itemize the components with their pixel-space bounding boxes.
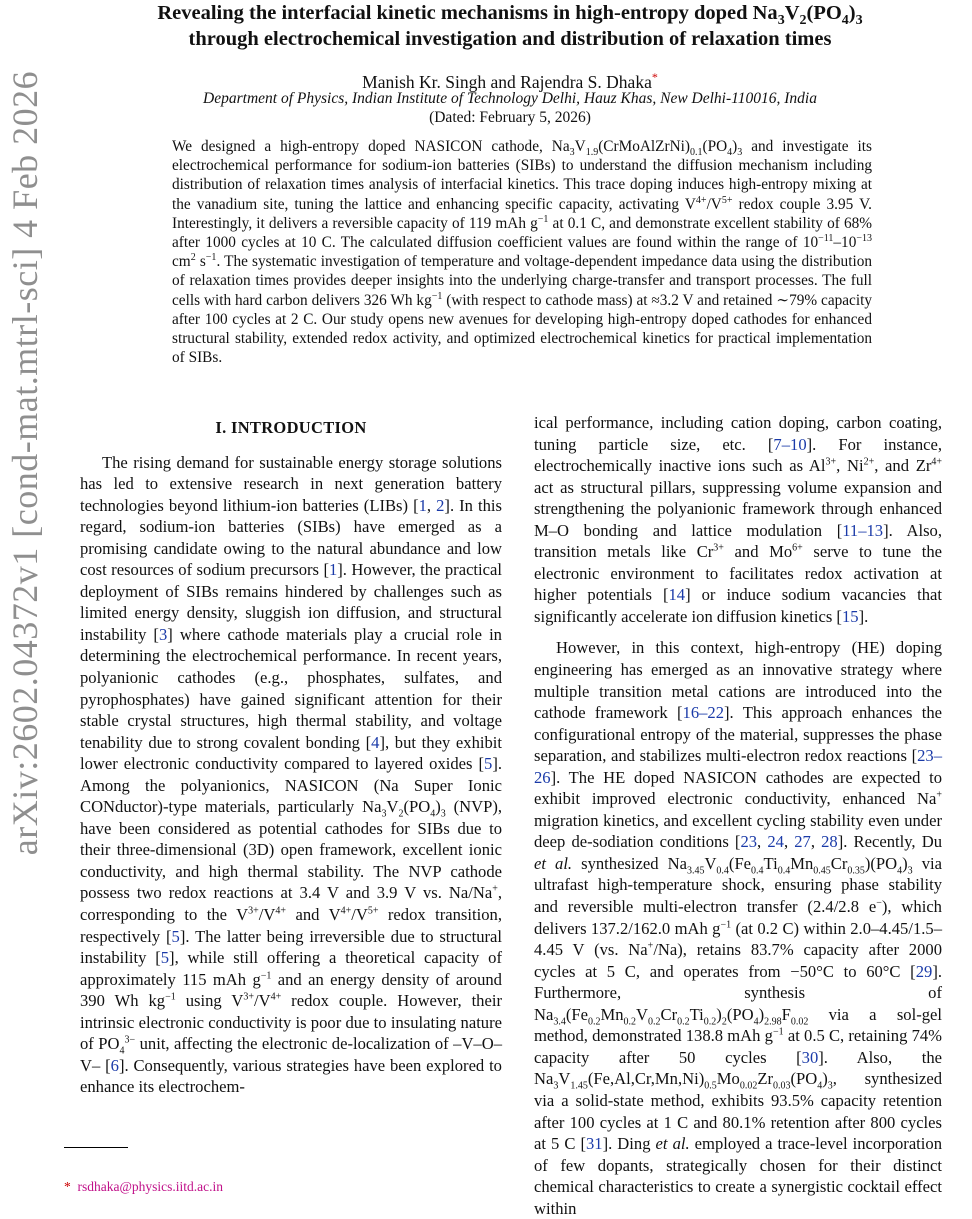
- author-email-link[interactable]: rsdhaka@physics.iitd.ac.in: [77, 1179, 224, 1194]
- footnote-rule: [64, 1147, 128, 1148]
- date-line: (Dated: February 5, 2026): [429, 109, 591, 126]
- right-column: [534, 412, 942, 1219]
- arxiv-identifier: [2, 70, 48, 856]
- section-heading-introduction: I. INTRODUCTION: [215, 418, 367, 437]
- arxiv-identifier-text: arXiv:2602.04372v1 [cond-mat.mtrl-sci] 4 Feb 2026: [5, 70, 45, 856]
- intro-paragraph-1: The rising demand for sustainable energy storage solutions has led to extensive research in next generation battery technologies beyond lithium-ion batteries (LIBs) [1, 2]. In this regard, sodium-ion batteries (SIBs) have emerged as a promising candidate owing to the natural abundance and low cost resources of sodium precursors [1]. However, the practical deployment of SIBs remains hindered by challenges such as limited energy density, sluggish ion diffusion, and structural instability [3] where cathode materials play a crucial role in determining the electrochemical performance. In recent years, polyanionic cathodes (e.g., phosphates, sulfates, and pyrophosphates) have gained significant attention for their stable crystal structures, high thermal stability, and voltage tenability due to strong covalent bonding [4], but they exhibit lower electronic conductivity compared to layered oxides [5]. Among the polyanionics, NASICON (Na Super Ionic CONductor)-type materials, particularly $Na_3V_2(PO_4)_3$ (NVP), have been considered as potential cathodes for SIBs due to their three-dimensional (3D) open framework, excellent ionic conductivity, and high thermal stability. The NVP cathode possess two redox reactions at 3.4 V and 3.9 V vs. Na/Na+, corresponding to the $V^{3+}/V^{4+}$ and $V^{4+}/V^{5+}$ redox transition, respectively [5]. The latter being irreversible due to structural instability [5], while still offering a theoretical capacity of approximately 115 mAh $g^{-1}$ and an energy density of around 390 Wh $kg^{-1}$ using $V^{3+}/V^{4+}$ redox couple. However, their intrinsic electronic conductivity is poor due to insulating nature of $PO_4^{3-}$ unit, affecting the electronic de-localization of –V–O–V– [6]. Consequently, various strategies have been explored to enhance its electrochem-: [80, 452, 503, 1097]
- intro-paragraph-3: However, in this context, high-entropy (HE) doping engineering has emerged as an innovative strategy where multiple transition metal cations are introduced into the cathode framework [16–22]. This approach enhances the configurational entropy of the material, suppresses the phase separation, and stabilizes multi-electron redox reactions [23–26]. The HE doped NASICON cathodes are expected to exhibit improved electronic conductivity, enhanced Na+ migration kinetics, and excellent cycling stability even under deep de-sodiation conditions [23, 24, 27, 28]. Recently, Du et al. synthesized $Na_{3.45}V_{0.4}(Fe_{0.4}Ti_{0.4}Mn_{0.45}Cr_{0.35})(PO_4)_3$ via ultrafast high-temperature shock, ensuring phase stability and reversible multi-electron transfer (2.4/2.8 e−), which delivers 137.2/162.0 mAh $g^{-1}$ (at 0.2 C) within 2.0–4.45/1.5–4.45 V (vs. Na+/Na), retains 83.7% capacity after 2000 cycles at 5 C, and operates from −50°C to 60°C [29]. Furthermore, synthesis of $Na_{3.4}(Fe_{0.2}Mn_{0.2}V_{0.2}Cr_{0.2}Ti_{0.2})_2(PO_4)_{2.98}F_{0.02}$ via a sol-gel method, demonstrated 138.8 mAh $g^{-1}$ at 0.5 C, retaining 74% capacity after 50 cycles [30]. Also, the $Na_3V_{1.45}(Fe,Al,Cr,Mn,Ni)_{0.5}Mo_{0.02}Zr_{0.03}(PO_4)_3$, synthesized via a solid-state method, exhibits 93.5% capacity retention after 100 cycles at 1 C and 80.1% retention after 800 cycles at 5 C [31]. Ding et al. employed a trace-level incorporation of few dopants, strategically chosen for their distinct chemical characteristics to create a synergistic cocktail effect within: [534, 638, 943, 1218]
- paper-title: Revealing the interfacial kinetic mechanisms in high-entropy doped $Na_3V_2(PO_4)_3$ through electrochemical investigation and distribution of relaxation times: [157, 2, 863, 50]
- abstract: We designed a high-entropy doped NASICON cathode, $Na_3V_{1.9}(CrMoAlZrNi)_{0.1}(PO_4)_3$ and investigate its electrochemical performance for sodium-ion batteries (SIBs) to understand the diffusion mechanism including distribution of relaxation times analysis of interfacial kinetics. This trace doping induces high-entropy mixing at the vanadium site, tuning the lattice and enhancing specific capacity, activating $V^{4+}/V^{5+}$ redox couple 3.95 V. Interestingly, it delivers a reversible capacity of 119 mAh $g^{-1}$ at 0.1 C, and demonstrate excellent stability of 68% after 1000 cycles at 10 C. The calculated diffusion coefficient values are found within the range of $10^{-11}-10^{-13}$ $cm^2$ $s^{-1}$. The systematic investigation of temperature and voltage-dependent impedance data using the distribution of relaxation times provides deeper insights into the underlying charge-transfer and transport processes. The full cells with hard carbon delivers 326 Wh $kg^{-1}$ (with respect to cathode mass) at ≈3.2 V and retained ∼79% capacity after 100 cycles at 2 C. Our study opens new avenues for developing high-entropy doped cathodes for enhanced structural stability, extended redox activity, and optimized electrochemical kinetics for practical implementation of SIBs.: [172, 138, 872, 367]
- left-column: [80, 412, 502, 1098]
- author-names: Manish Kr. Singh and Rajendra S. Dhaka: [362, 71, 652, 92]
- footnote-mark: *: [64, 1179, 71, 1194]
- affiliation: Department of Physics, Indian Institute of Technology Delhi, Hauz Khas, New Delhi-110016, India: [203, 90, 817, 107]
- corresponding-author-mark[interactable]: *: [651, 70, 658, 84]
- intro-paragraph-2: ical performance, including cation doping, carbon coating, tuning particle size, etc. [7–10]. For instance, electrochemically inactive ions such as $Al^{3+}$, $Ni^{2+}$, and $Zr^{4+}$ act as structural pillars, suppressing volume expansion and strengthening the polyanionic framework through enhanced M–O bonding and lattice modulation [11–13]. Also, transition metals like $Cr^{3+}$ and $Mo^{6+}$ serve to tune the electronic environment to facilitates redox activation at higher potentials [14] or induce sodium vacancies that significantly accelerate ion diffusion kinetics [15].: [534, 413, 943, 626]
- footnote: [64, 1179, 223, 1195]
